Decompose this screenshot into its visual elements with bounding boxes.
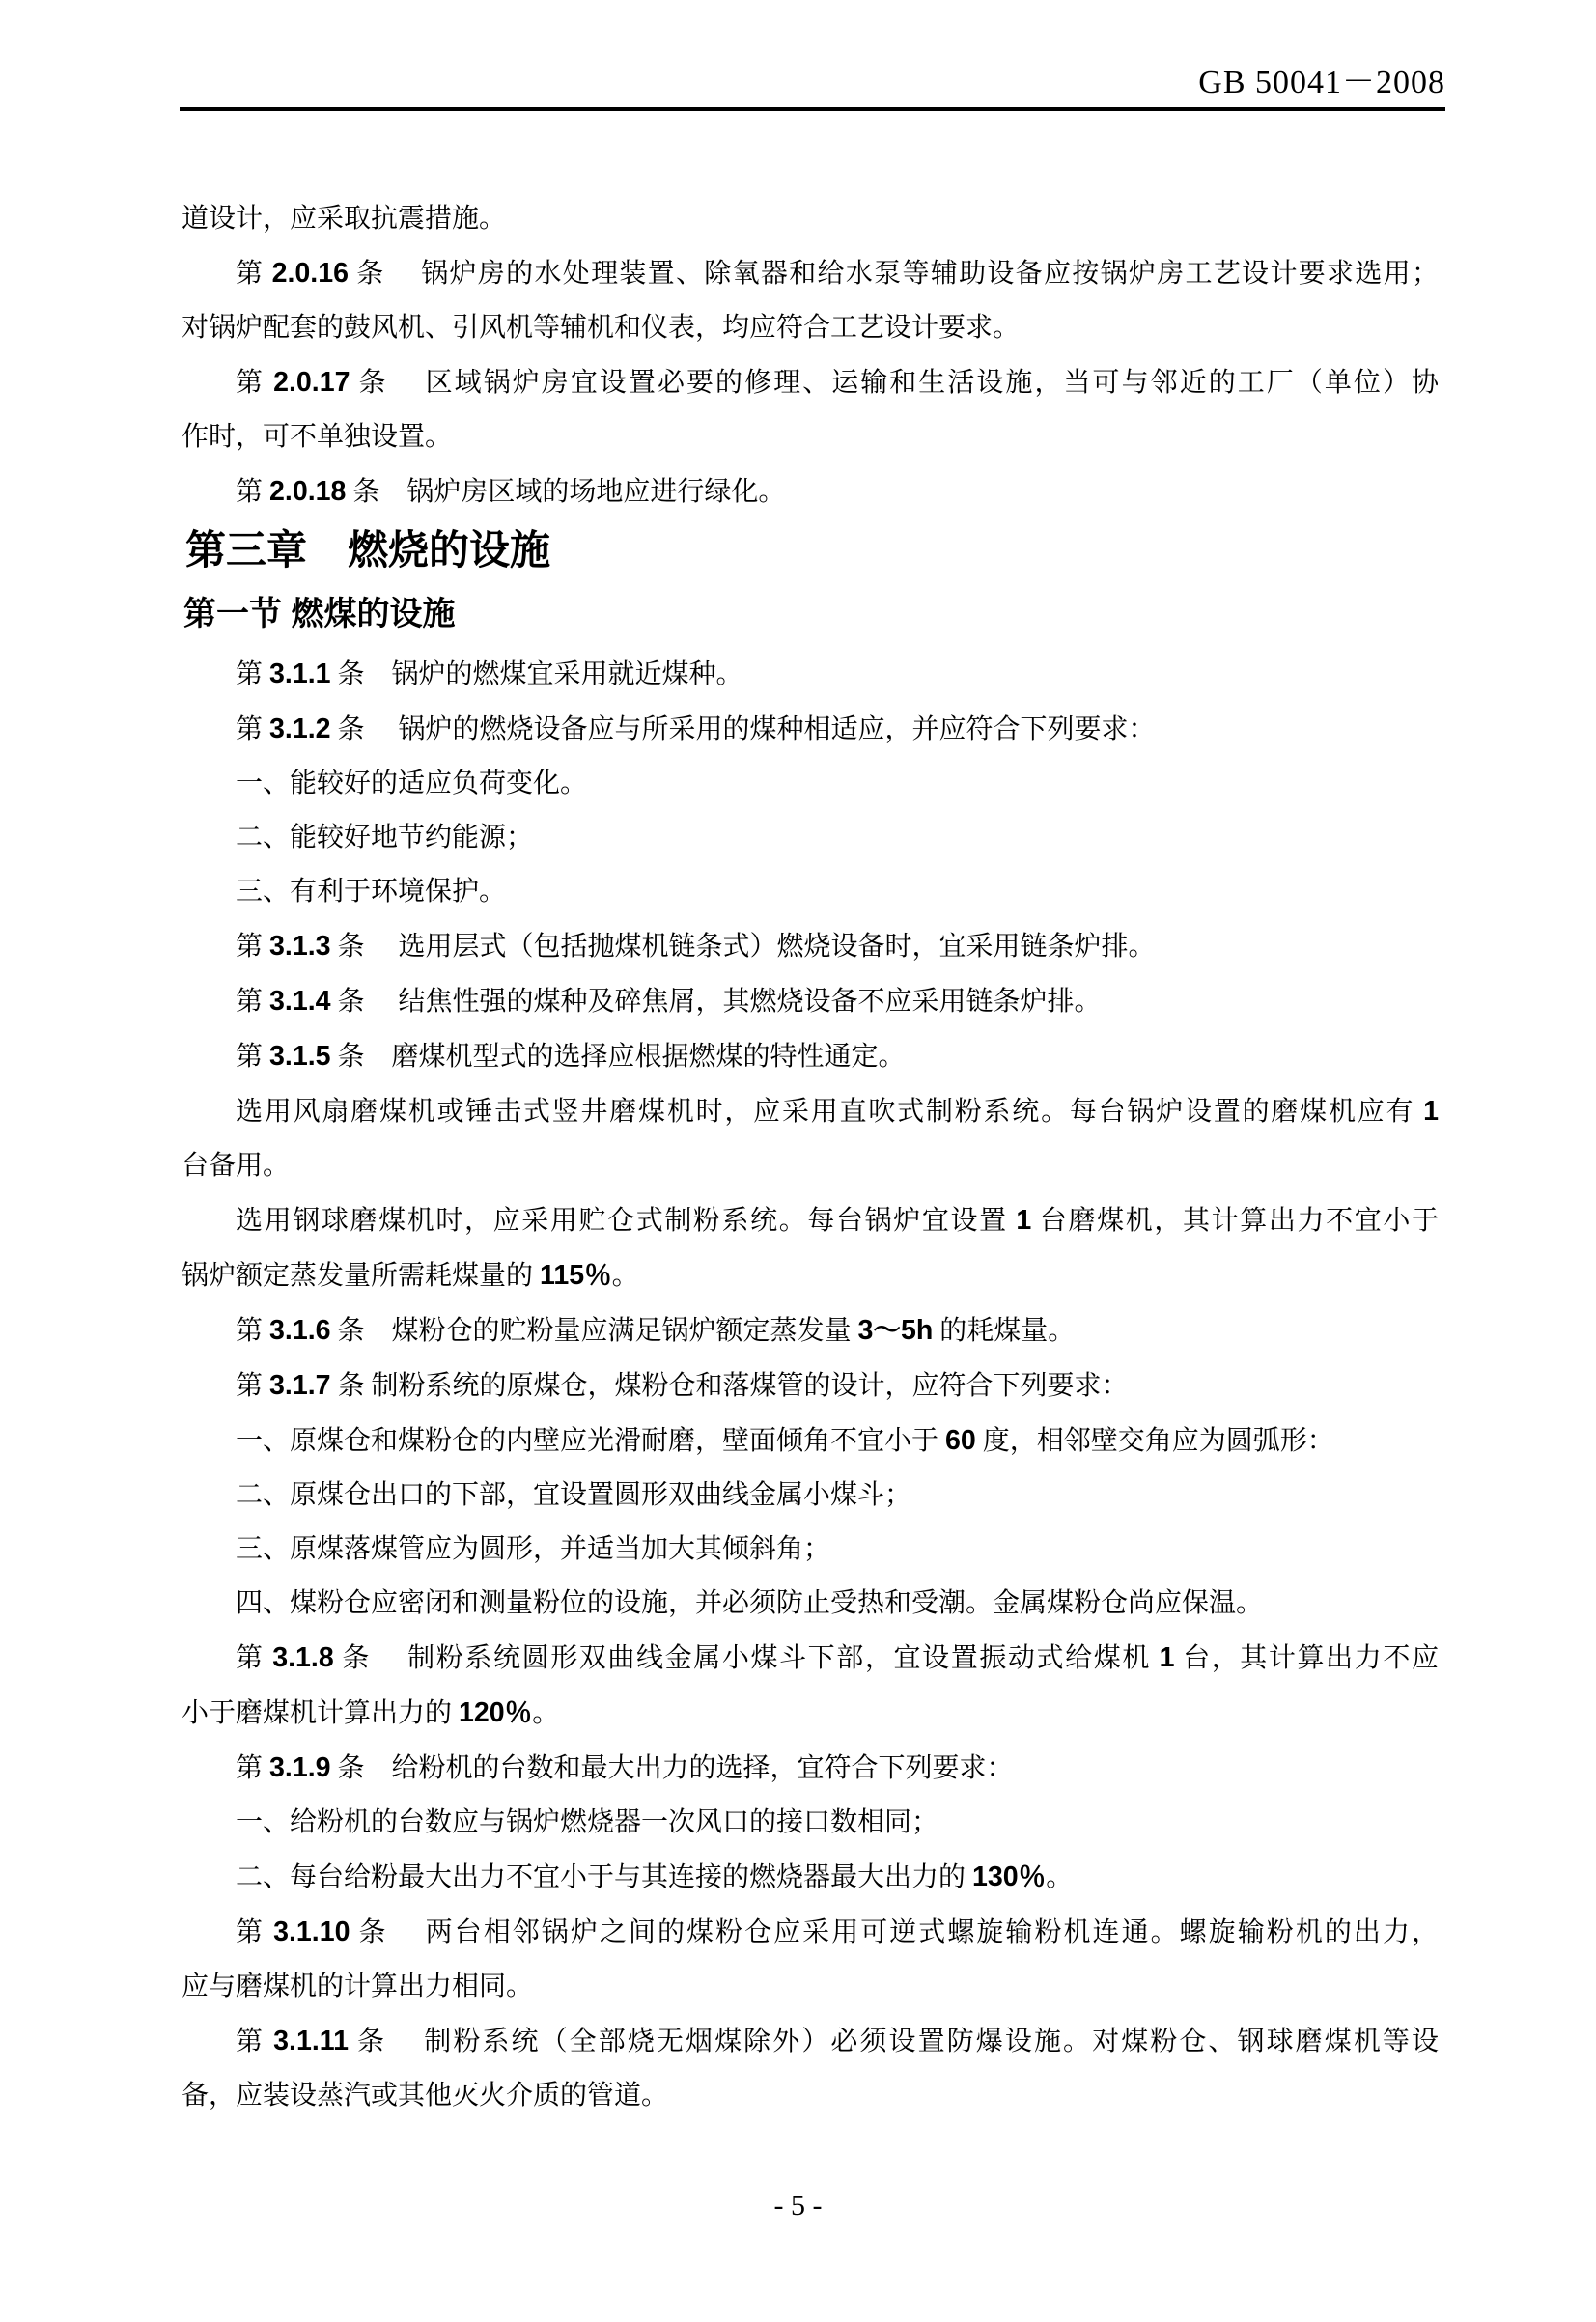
numeral: 3.1.10 (273, 1916, 350, 1947)
clause-3-1-1 (182, 647, 1439, 702)
clause-3-1-2-item-3 (182, 865, 1439, 919)
clause-3-1-7-item-4 (182, 1577, 1439, 1631)
clause-2-0-16 (182, 246, 1439, 355)
text-line: 二、能较好地节约能源； (236, 823, 534, 853)
numeral: 130％ (972, 1861, 1047, 1892)
text-line: 备，应装设蒸汽或其他灭火介质的管道。 (182, 2081, 669, 2111)
text-line: 小于磨煤机计算出力的 120％。 (182, 1697, 560, 1728)
text-line: 作时，可不单独设置。 (182, 422, 453, 452)
text-line: 二、原煤仓出口的下部，宜设置圆形双曲线金属小煤斗； (236, 1480, 912, 1510)
clause-3-1-10 (182, 1905, 1439, 2014)
text-line: 第 3.1.2 条 锅炉的燃烧设备应与所采用的煤种相适应，并应符合下列要求： (236, 713, 1156, 744)
text-line: 三、原煤落煤管应为圆形，并适当加大其倾斜角； (236, 1534, 831, 1564)
paragraph-3-1-5-fan-mill (182, 1084, 1439, 1193)
clause-3-1-5 (182, 1029, 1439, 1084)
numeral: 2.0.18 (269, 476, 347, 507)
text-line: 锅炉额定蒸发量所需耗煤量的 115％。 (182, 1260, 639, 1291)
document-page (0, 64, 1596, 2322)
numeral: 2.0.16 (271, 258, 349, 289)
clause-3-1-2-item-2 (182, 811, 1439, 865)
text-line: 道设计，应采取抗震措施。 (182, 204, 507, 234)
text-line: 第 3.1.11 条 制粉系统（全部烧无烟煤除外）必须设置防爆设施。对煤粉仓、钢球磨煤机等设 (236, 2026, 1439, 2056)
numeral: 3.1.11 (273, 2026, 349, 2056)
text-line: 选用钢球磨煤机时，应采用贮仓式制粉系统。每台锅炉宜设置 1 台磨煤机，其计算出力不宜小于 (236, 1205, 1439, 1236)
numeral: 3.1.9 (269, 1752, 331, 1783)
numeral: 60 (945, 1425, 976, 1456)
text-line: 三、有利于环境保护。 (236, 877, 507, 907)
text-line: 第 3.1.3 条 选用层式（包括抛煤机链条式）燃烧设备时，宜采用链条炉排。 (236, 931, 1156, 962)
page-number: - 5 - (773, 2190, 823, 2222)
numeral: 3.1.1 (269, 658, 331, 689)
paragraph-3-1-5-ball-mill (182, 1193, 1439, 1303)
text-line: 第 2.0.16 条 锅炉房的水处理装置、除氧器和给水泵等辅助设备应按锅炉房工艺设计要求选用； (236, 258, 1439, 289)
text-line: 应与磨煤机的计算出力相同。 (182, 1972, 534, 2001)
text-line: 一、原煤仓和煤粉仓的内壁应光滑耐磨，壁面倾角不宜小于 60 度，相邻壁交角应为圆弧形： (236, 1425, 1334, 1456)
clause-3-1-7-item-3 (182, 1523, 1439, 1577)
text-line: 第 3.1.5 条 磨煤机型式的选择应根据燃煤的特性通定。 (236, 1041, 906, 1072)
clause-3-1-7-item-2 (182, 1469, 1439, 1523)
text-line: 第 3.1.10 条 两台相邻锅炉之间的煤粉仓应采用可逆式螺旋输粉机连通。螺旋输粉机的出力， (236, 1916, 1439, 1947)
paragraph-continuation (182, 192, 1439, 246)
numeral: 3～5h (857, 1315, 934, 1346)
numeral: 3.1.5 (269, 1041, 331, 1072)
page-footer (0, 2190, 1596, 2223)
clause-3-1-11 (182, 2014, 1439, 2123)
clause-3-1-9 (182, 1741, 1439, 1796)
numeral: 115％ (540, 1260, 612, 1291)
text-line: 二、每台给粉最大出力不宜小于与其连接的燃烧器最大出力的 130％。 (236, 1861, 1074, 1892)
numeral: 3.1.3 (269, 931, 331, 962)
text-line: 第 2.0.18 条 锅炉房区域的场地应进行绿化。 (236, 476, 786, 507)
page-header (180, 64, 1445, 111)
clause-2-0-18 (182, 464, 1439, 519)
text-line: 第 3.1.4 条 结焦性强的煤种及碎焦屑，其燃烧设备不应采用链条炉排。 (236, 986, 1102, 1017)
numeral: 2.0.17 (273, 367, 350, 398)
numeral: 1 (1159, 1642, 1175, 1673)
document-number: GB 50041－2008 (1198, 65, 1445, 100)
clause-3-1-9-item-1 (182, 1796, 1439, 1850)
clause-3-1-7 (182, 1358, 1439, 1413)
text-line: 一、给粉机的台数应与锅炉燃烧器一次风口的接口数相同； (236, 1807, 939, 1837)
text-line: 台备用。 (182, 1151, 291, 1181)
numeral: 3.1.8 (272, 1642, 334, 1673)
clause-3-1-6 (182, 1303, 1439, 1358)
section-heading: 第一节 燃煤的设施 (183, 596, 456, 632)
clause-3-1-3 (182, 919, 1439, 974)
text-line: 选用风扇磨煤机或锤击式竖井磨煤机时，应采用直吹式制粉系统。每台锅炉设置的磨煤机应有 1 (236, 1096, 1439, 1127)
text-line: 第 3.1.6 条 煤粉仓的贮粉量应满足锅炉额定蒸发量 3～5h 的耗煤量。 (236, 1315, 1076, 1346)
clause-3-1-8 (182, 1631, 1439, 1741)
numeral: 120％ (459, 1697, 533, 1728)
chapter-heading: 第三章 燃烧的设施 (185, 527, 551, 573)
text-line: 对锅炉配套的鼓风机、引风机等辅机和仪表，均应符合工艺设计要求。 (182, 313, 1021, 343)
numeral: 3.1.4 (269, 986, 331, 1017)
numeral: 1 (1423, 1096, 1439, 1127)
numeral: 1 (1016, 1205, 1032, 1236)
clause-2-0-17 (182, 355, 1439, 464)
clause-3-1-4 (182, 974, 1439, 1029)
text-line: 第 3.1.7 条 制粉系统的原煤仓，煤粉仓和落煤管的设计，应符合下列要求： (236, 1370, 1129, 1401)
text-line: 第 3.1.8 条 制粉系统圆形双曲线金属小煤斗下部，宜设置振动式给煤机 1 台，其计算出力不应 (236, 1642, 1439, 1673)
text-line: 第 2.0.17 条 区域锅炉房宜设置必要的修理、运输和生活设施，当可与邻近的工厂（单位）协 (236, 367, 1439, 398)
numeral: 3.1.6 (269, 1315, 331, 1346)
numeral: 3.1.2 (269, 713, 331, 744)
clause-3-1-2-item-1 (182, 757, 1439, 811)
numeral: 3.1.7 (269, 1370, 331, 1401)
clause-3-1-7-item-1 (182, 1413, 1439, 1469)
text-line: 一、能较好的适应负荷变化。 (236, 769, 588, 798)
document-body (182, 192, 1439, 2123)
clause-3-1-9-item-2 (182, 1850, 1439, 1905)
text-line: 第 3.1.9 条 给粉机的台数和最大出力的选择，宜符合下列要求： (236, 1752, 1014, 1783)
text-line: 第 3.1.1 条 锅炉的燃煤宜采用就近煤种。 (236, 658, 743, 689)
clause-3-1-2 (182, 702, 1439, 757)
text-line: 四、煤粉仓应密闭和测量粉位的设施，并必须防止受热和受潮。金属煤粉仓尚应保温。 (236, 1588, 1264, 1618)
